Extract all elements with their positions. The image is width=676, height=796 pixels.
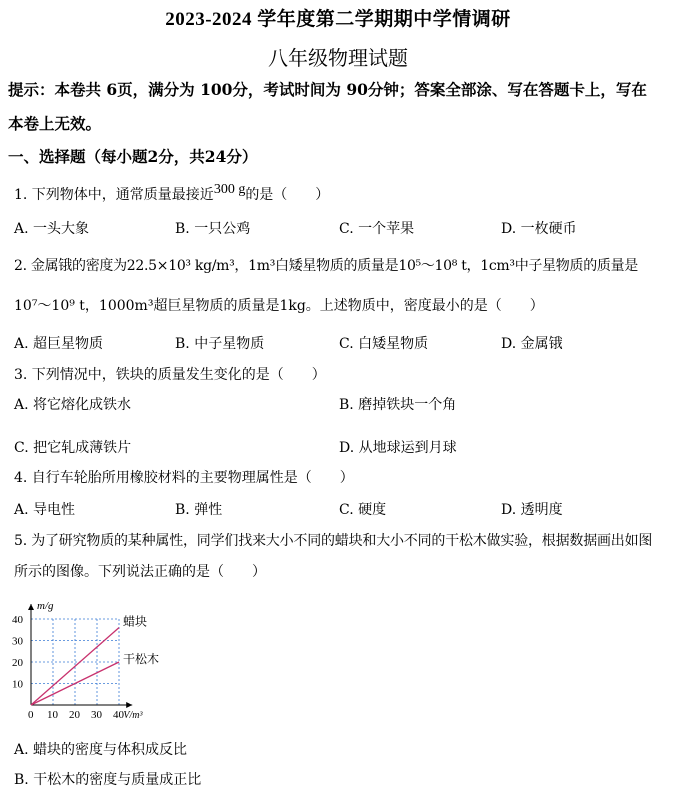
question-1-stem-post: 的是（ ）	[245, 187, 330, 203]
question-5-line-1: 5. 为了研究物质的某种属性，同学们找来大小不同的蜡块和大小不同的干松木做实验，根据数据画出如图	[14, 533, 653, 549]
question-1-stem-pre: 1. 下列物体中，通常质量最接近	[14, 187, 214, 203]
x-tick-label: 0	[28, 709, 34, 721]
question-2-option-a: A. 超巨星物质	[14, 336, 104, 352]
question-4-option-c: C. 硬度	[339, 502, 387, 518]
question-4-stem: 4. 自行车轮胎所用橡胶材料的主要物理属性是（ ）	[14, 470, 354, 486]
y-tick-label: 20	[12, 657, 23, 669]
section-heading: 一、选择题（每小题2分，共24分）	[8, 147, 258, 166]
y-tick-label: 30	[12, 635, 23, 648]
question-4-option-b: B. 弹性	[175, 502, 223, 518]
y-tick-label: 10	[12, 678, 23, 691]
x-tick-label: 10	[47, 709, 58, 721]
question-3-option-a: A. 将它熔化成铁水	[14, 397, 132, 413]
question-1-value: 300 g	[213, 182, 246, 197]
question-2-option-d: D. 金属锇	[501, 336, 563, 352]
series-label-wax: 蜡块	[123, 614, 148, 629]
question-1-option-a: A. 一头大象	[14, 221, 90, 237]
chart-svg	[10, 588, 178, 726]
x-tick-label: 20	[69, 709, 80, 721]
x-tick-label: 40	[113, 709, 124, 721]
question-5-option-b: B. 干松木的密度与质量成正比	[14, 772, 202, 788]
question-1-option-c: C. 一个苹果	[339, 221, 415, 237]
y-axis-arrow	[28, 604, 34, 610]
question-4-option-a: A. 导电性	[14, 502, 76, 518]
series-label-pine: 干松木	[123, 652, 160, 666]
question-5-option-a: A. 蜡块的密度与体积成反比	[14, 742, 188, 758]
exam-title: 2023-2024 学年度第二学期期中学情调研	[165, 9, 511, 30]
exam-subtitle: 八年级物理试题	[268, 46, 408, 70]
notice-line-1: 提示：本卷共 6页，满分为 100分，考试时间为 90分钟；答案全部涂、写在答题卡上，写在	[8, 80, 647, 99]
x-tick-label: 30	[91, 709, 102, 721]
question-2-line-2: 10⁷～10⁹ t，1000m³超巨星物质的质量是1kg。上述物质中，密度最小的是（ ）	[14, 298, 544, 314]
question-3-option-c: C. 把它轧成薄铁片	[14, 440, 132, 456]
question-5-line-2: 所示的图像。下列说法正确的是（ ）	[14, 564, 266, 580]
question-2-option-b: B. 中子星物质	[175, 336, 265, 352]
question-1-option-d: D. 一枚硬币	[501, 221, 577, 237]
question-3-option-d: D. 从地球运到月球	[339, 440, 457, 456]
question-3-option-b: B. 磨掉铁块一个角	[339, 397, 457, 413]
y-tick-label: 40	[12, 614, 23, 626]
question-2-option-c: C. 白矮星物质	[339, 336, 429, 352]
notice-line-2: 本卷上无效。	[8, 114, 102, 133]
question-3-stem: 3. 下列情况中，铁块的质量发生变化的是（ ）	[14, 367, 326, 383]
question-2-line-1: 2. 金属锇的密度为22.5×10³ kg/m³，1m³白矮星物质的质量是10⁵～10⁸ t，1cm³中子星物质的质量是	[14, 258, 638, 274]
question-1-stem	[14, 184, 329, 204]
x-axis-arrow	[126, 702, 132, 708]
question-4-option-d: D. 透明度	[501, 502, 563, 518]
x-axis-label: V/m³	[123, 710, 143, 721]
mass-volume-chart	[10, 588, 178, 726]
y-axis-label: m/g	[37, 599, 54, 612]
question-1-option-b: B. 一只公鸡	[175, 221, 251, 237]
